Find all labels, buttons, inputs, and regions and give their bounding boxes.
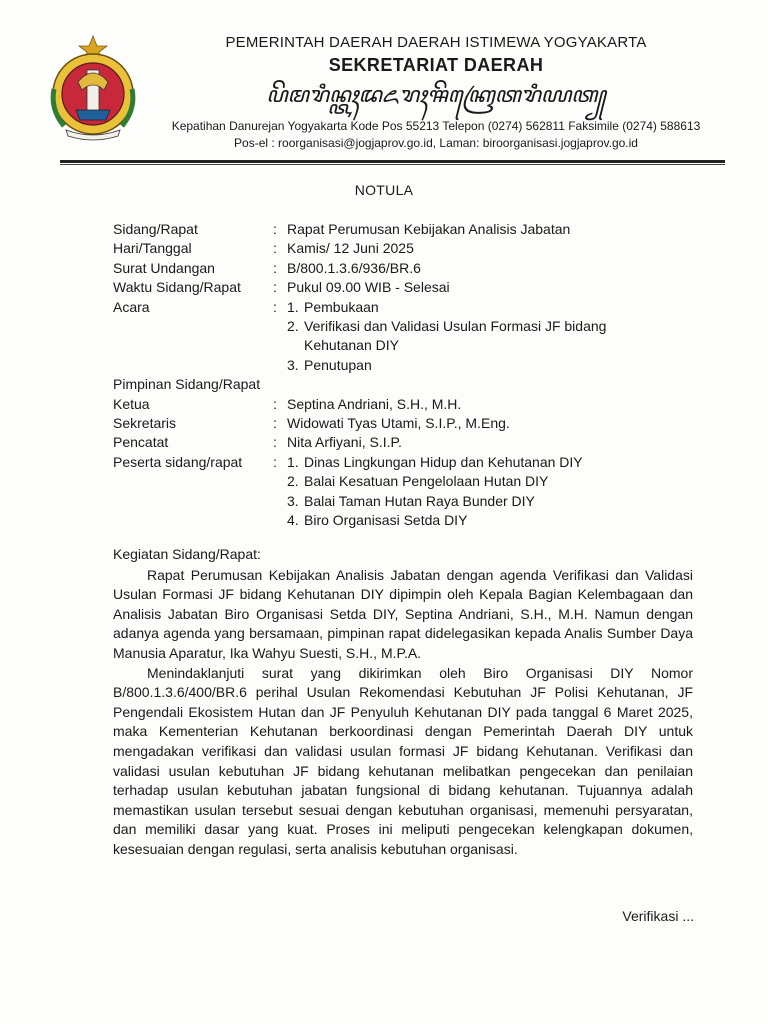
list-text: Penutupan [304,356,372,373]
detail-label: Waktu Sidang/Rapat [113,279,241,296]
detail-label: Ketua [113,395,150,412]
activity-paragraph: Menindaklanjuti surat yang dikirimkan oleh Biro Organisasi DIY Nomor B/800.1.3.6/400/BR.6 perihal Usulan Rekomendasi Kebutuhan JF Polisi Kehutanan, JF Pengendali Ekosistem Hutan dan JF Penyuluh Kehutanan DIY pada tanggal 6 Maret 2025, maka Kementerian Kehutanan berkoordinasi dengan Pemerintah Daerah DIY untuk mengadakan verifikasi dan validasi usulan formasi JF bidang Kehutanan. Verifikasi dan validasi usulan kebutuhan JF bidang kehutanan melibatkan pengecekan dan penilaian terhadap usulan kebutuhan jabatan fungsional di bidang kehutanan. Tujuannya adalah memastikan usulan tersebut sesuai dengan kebutuhan organisasi, memenuhi persyaratan, dan memiliki dasar yang kuat. Proses ini meliputi pengecekan kelengkapan dokumen, kesesuaian dengan regulasi, serta analisis kebutuhan organisasi. [113,664,693,857]
agenda-list [287,298,673,376]
list-text: Balai Taman Hutan Raya Bunder DIY [304,492,535,509]
detail-label: Surat Undangan [113,259,215,276]
detail-label: Pencatat [113,434,169,451]
meeting-details [113,220,673,531]
detail-value: B/800.1.3.6/936/BR.6 [287,259,421,276]
list-text: Dinas Lingkungan Hidup dan Kehutanan DIY [304,453,583,470]
list-item [287,511,673,530]
detail-value: Nita Arfiyani, S.I.P. [287,434,402,451]
detail-row [113,239,673,258]
detail-value: Pukul 09.00 WIB - Selesai [287,279,450,296]
list-number: 2. [287,318,299,335]
letterhead-government: PEMERINTAH DAERAH DAERAH ISTIMEWA YOGYAKARTA [225,34,647,51]
list-number: 3. [287,356,299,373]
list-text: Pembukaan [304,298,379,315]
detail-value: Septina Andriani, S.H., M.H. [287,395,462,412]
letterhead-contact: Pos-el : roorganisasi@jogjaprov.go.id, Laman: biroorganisasi.jogjaprov.go.id [234,136,638,150]
detail-colon: : [273,240,277,257]
agenda-colon: : [273,298,277,315]
continuation-note: Verifikasi ... [622,908,694,924]
list-text: Balai Kesatuan Pengelolaan Hutan DIY [304,473,549,490]
activity-heading: Kegiatan Sidang/Rapat: [113,546,261,562]
participants-colon: : [273,453,277,470]
letterhead-divider [60,160,725,163]
list-item [287,356,673,375]
detail-colon: : [273,259,277,276]
list-number: 4. [287,512,299,529]
detail-row [113,220,673,239]
detail-row [113,395,673,414]
detail-label: Hari/Tanggal [113,240,192,257]
detail-row [113,414,673,433]
list-text: Verifikasi dan Validasi Usulan Formasi JF bidang Kehutanan DIY [304,318,607,354]
list-number: 1. [287,453,299,470]
detail-label: Sidang/Rapat [113,221,198,237]
coat-of-arms-logo [46,34,140,142]
detail-row [113,259,673,278]
detail-colon: : [273,415,277,432]
agenda-label: Acara [113,298,150,315]
list-text: Biro Organisasi Setda DIY [304,512,468,529]
leadership-heading-row [113,375,673,394]
detail-colon: : [273,279,277,296]
activity-paragraph: Rapat Perumusan Kebijakan Analisis Jabatan dengan agenda Verifikasi dan Validasi Usulan Formasi JF bidang Kehutanan DIY dipimpin oleh Kepala Bagian Kelembagaan dan Analisis Jabatan Biro Organisasi Setda DIY, Septina Andriani, S.H., M.H. Namun dengan adanya agenda yang bersamaan, pimpinan rapat didelegasikan kepada Analis Sumber Daya Manusia Aparatur, Ika Wahyu Suesti, S.H., M.P.A. [113,566,693,661]
list-item [287,317,673,356]
list-item [287,453,673,472]
agenda-row [113,298,673,376]
leadership-heading: Pimpinan Sidang/Rapat [113,376,261,393]
detail-row [113,433,673,452]
letterhead-javanese-script: ꦥꦼꦩꦫꦶꦤ꧀ꦠꦃꦢꦌꦫꦃꦯꦼꦏꦿꦺꦠꦫꦶꦪꦠ꧀ [266,83,606,108]
participants-label: Peserta sidang/rapat [113,453,243,470]
detail-label: Sekretaris [113,415,177,432]
list-number: 1. [287,298,299,315]
list-number: 3. [287,492,299,509]
detail-value: Kamis/ 12 Juni 2025 [287,240,414,257]
letterhead-address: Kepatihan Danurejan Yogyakarta Kode Pos 55213 Telepon (0274) 562811 Faksimile (0274) 588613 [171,119,701,133]
detail-colon: : [273,434,277,451]
list-item [287,472,673,491]
meeting-activity-section [113,545,693,860]
detail-value: Rapat Perumusan Kebijakan Analisis Jabatan [287,221,571,237]
detail-row [113,278,673,297]
letterhead-office: SEKRETARIAT DAERAH [328,55,544,75]
detail-colon: : [273,395,277,412]
participants-list [287,453,673,531]
list-item [287,298,673,317]
participants-row [113,453,673,531]
list-item [287,492,673,511]
letterhead-divider-thin [60,164,725,165]
detail-value: Widowati Tyas Utami, S.I.P., M.Eng. [287,415,510,432]
detail-colon: : [273,221,277,237]
list-number: 2. [287,473,299,490]
document-title: NOTULA [354,182,414,198]
